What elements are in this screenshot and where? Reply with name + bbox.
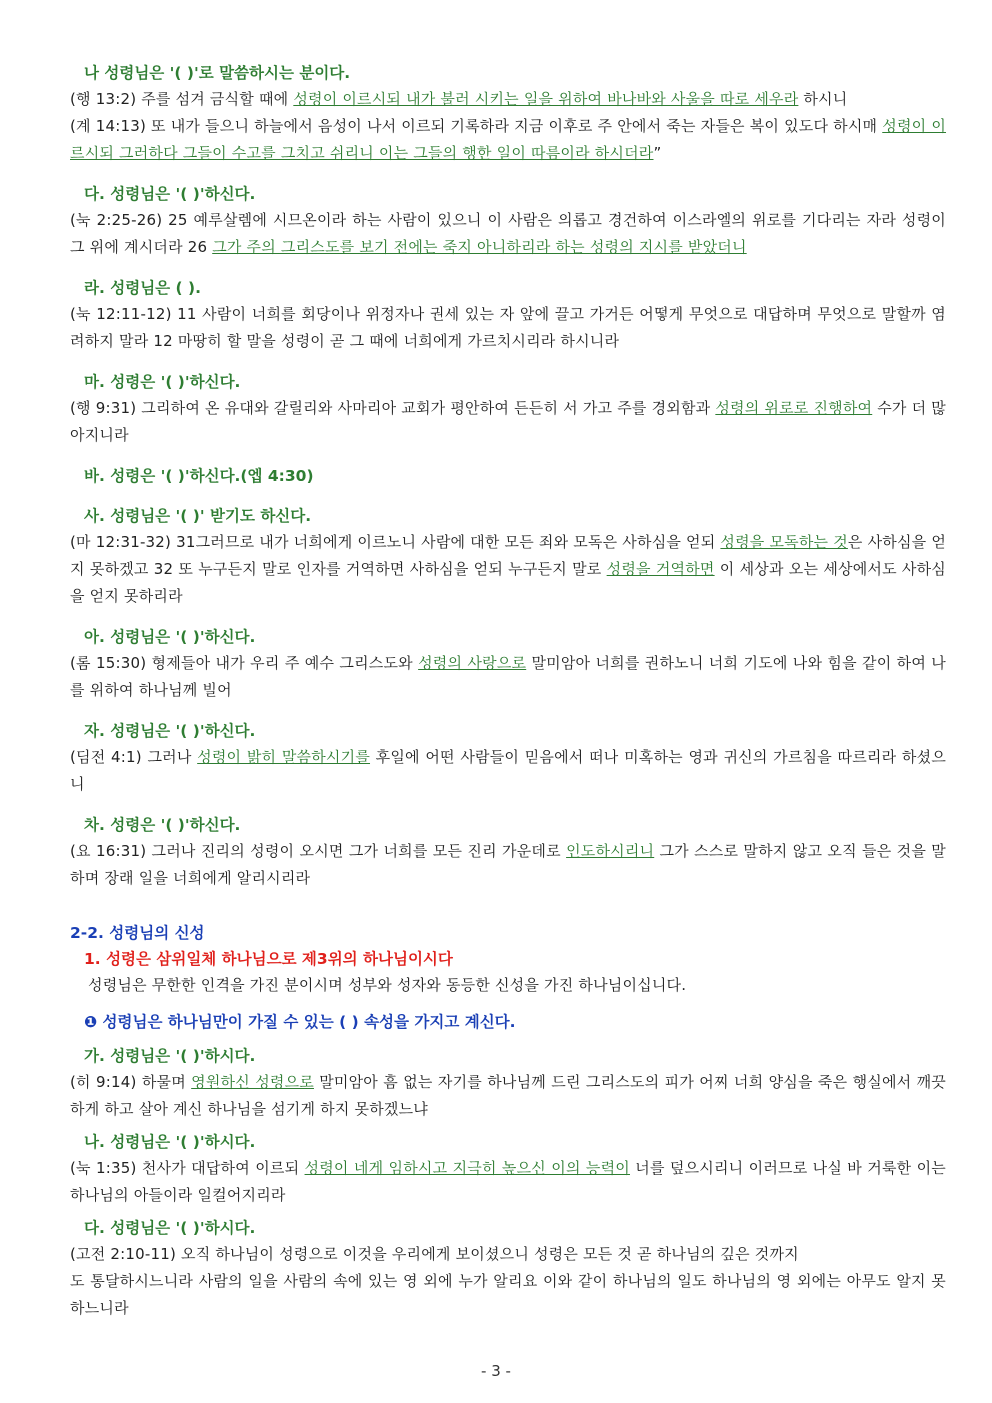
verse-segment: (롬 15:30) 형제들아 내가 우리 주 예수 그리스도와 [70,654,419,672]
block-heading: 차. 성령은 '( )'하신다. [84,816,241,834]
verse-segment: 은 사하심을 얻지 못하겠고 32 또 누구든지 말로 인자를 거역하면 사하심을 얻되 누구든지 말로 [70,533,947,578]
verse-segment: (눅 12:11-12) 11 사람이 너희를 회당이나 위정자나 권세 있는 자 앞에 끌고 가거든 어떻게 무엇으로 대답하며 무엇으로 말할까 염려하지 말라 12 마땅히 할 말을 성령이 곧 그 때에 너희에게 가르치시리라 하시니라 [70,305,946,350]
verse-text [70,744,946,798]
verse-segment: 너를 덮으시리니 이러므로 나실 바 거룩한 이는 하나님의 아들이라 일컬어지리라 [70,1159,946,1204]
verse-text [70,1069,946,1123]
document-page [70,60,946,1328]
verse-block [70,718,946,798]
section-subtitle: 1. 성령은 삼위일체 하나님으로 제3위의 하나님이시다 [84,950,453,968]
attribute-bullet: ❶ 성령님은 하나님만이 가질 수 있는 ( ) 속성을 가지고 계신다. [84,1013,516,1031]
underlined-phrase: 성령의 사랑으로 [418,654,527,672]
verse-text [70,529,946,610]
underlined-phrase: 성령을 모독하는 것 [720,533,848,551]
verse-block [70,463,946,489]
verse-block [70,1043,946,1123]
verse-text [70,86,946,113]
block-heading: 바. 성령은 '( )'하신다.(엡 4:30) [84,467,314,485]
underlined-phrase: 성령이 밝히 말씀하시기를 [197,748,371,766]
block-heading: 다. 성령님은 '( )'하시다. [84,1219,256,1237]
verse-text [70,1241,946,1268]
verse-segment: (계 14:13) 또 내가 들으니 하늘에서 음성이 나서 이르되 기록하라 지금 이후로 주 안에서 죽는 자들은 복이 있도다 하시매 [70,117,883,135]
verse-segment: (마 12:31-32) 31그러므로 내가 너희에게 이르노니 사람에 대한 모든 죄와 모독은 사하심을 얻되 [70,533,721,551]
block-heading: 사. 성령님은 '( )' 받기도 하신다. [84,507,312,525]
page-number: - 3 - [481,1362,511,1380]
verse-segment: (히 9:14) 하물며 [70,1073,192,1091]
lesson-blocks-part1 [70,60,946,892]
block-heading: 자. 성령님은 '( )'하신다. [84,722,256,740]
verse-segment: 수가 더 많아지니라 [70,399,946,444]
verse-text [70,650,946,704]
lesson-blocks-part2 [70,1043,946,1322]
verse-text [70,395,946,449]
verse-block [70,1215,946,1322]
verse-segment: ” [653,144,662,162]
block-heading: 나 성령님은 '( )'로 말씀하시는 분이다. [84,64,351,82]
verse-block [70,60,946,167]
verse-segment: 말미암아 흠 없는 자기를 하나님께 드린 그리스도의 피가 어찌 너희 양심을 죽은 행실에서 깨끗하게 하고 살아 계신 하나님을 섬기게 하지 못하겠느냐 [70,1073,946,1118]
verse-block [70,275,946,355]
verse-segment: (요 16:31) 그러나 진리의 성령이 오시면 그가 너희를 모든 진리 가운데로 [70,842,567,860]
underlined-phrase: 성령이 이르시되 내가 불러 시키는 일을 위하여 바나바와 사울을 따로 세우라 [293,90,799,108]
verse-text [70,207,946,261]
underlined-phrase: 그가 주의 그리스도를 보기 전에는 죽지 아니하리라 하는 성령의 지시를 받았더니 [212,238,747,256]
verse-block [70,181,946,261]
verse-segment: (딤전 4:1) 그러나 [70,748,198,766]
verse-segment: 말미암아 너희를 권하노니 너희 기도에 나와 힘을 같이 하여 나를 위하여 하나님께 빌어 [70,654,946,699]
underlined-phrase: 성령을 거역하면 [606,560,715,578]
block-heading: 마. 성령은 '( )'하신다. [84,373,241,391]
block-heading: 아. 성령님은 '( )'하신다. [84,628,256,646]
section-title: 2-2. 성령님의 신성 [70,924,205,942]
verse-segment: (행 13:2) 주를 섬겨 금식할 때에 [70,90,294,108]
verse-text [70,301,946,355]
verse-text [70,838,946,892]
verse-segment: 후일에 어떤 사람들이 믿음에서 떠나 미혹하는 영과 귀신의 가르침을 따르리라 하셨으니 [70,748,947,793]
block-heading: 가. 성령님은 '( )'하시다. [84,1047,256,1065]
block-heading: 나. 성령님은 '( )'하시다. [84,1133,256,1151]
verse-segment: (행 9:31) 그리하여 온 유대와 갈릴리와 사마리아 교회가 평안하여 든든히 서 가고 주를 경외함과 [70,399,716,417]
verse-text [70,1268,946,1322]
underlined-phrase: 인도하시리니 [566,842,655,860]
verse-segment: 도 통달하시느니라 사람의 일을 사람의 속에 있는 영 외에 누가 알리요 이와 같이 하나님의 일도 하나님의 영 외에는 아무도 알지 못하느니라 [70,1272,946,1317]
verse-block [70,812,946,892]
verse-text [70,1155,946,1209]
verse-segment: 이 세상과 오는 세상에서도 사하심을 얻지 못하리라 [70,560,946,605]
verse-segment: (눅 1:35) 천사가 대답하여 이르되 [70,1159,305,1177]
block-heading: 라. 성령님은 ( ). [84,279,201,297]
verse-block [70,503,946,610]
verse-segment: (고전 2:10-11) 오직 하나님이 성령으로 이것을 우리에게 보이셨으니 성령은 모든 것 곧 하나님의 깊은 것까지 [70,1245,799,1263]
underlined-phrase: 성령이 네게 임하시고 지극히 높으신 이의 능력이 [304,1159,630,1177]
verse-segment: 그가 스스로 말하지 않고 오직 들은 것을 말하며 장래 일을 너희에게 알리시리라 [70,842,946,887]
verse-text [70,113,946,167]
verse-block [70,1129,946,1209]
block-heading: 다. 성령님은 '( )'하신다. [84,185,256,203]
section-intro: 성령님은 무한한 인격을 가진 분이시며 성부와 성자와 동등한 신성을 가진 하나님이십니다. [88,976,687,994]
verse-segment: (눅 2:25-26) 25 예루살렘에 시므온이라 하는 사람이 있으니 이 사람은 의롭고 경건하여 이스라엘의 위로를 기다리는 자라 성령이 그 위에 계시더라 26 [70,211,946,256]
verse-segment: 하시니 [798,90,848,108]
verse-block [70,369,946,449]
underlined-phrase: 영원하신 성령으로 [191,1073,314,1091]
underlined-phrase: 성령이 이르시되 그러하다 그들이 수고를 그치고 쉬리니 이는 그들의 행한 일이 따름이라 하시더라 [70,117,947,162]
underlined-phrase: 성령의 위로로 진행하여 [715,399,873,417]
verse-block [70,624,946,704]
